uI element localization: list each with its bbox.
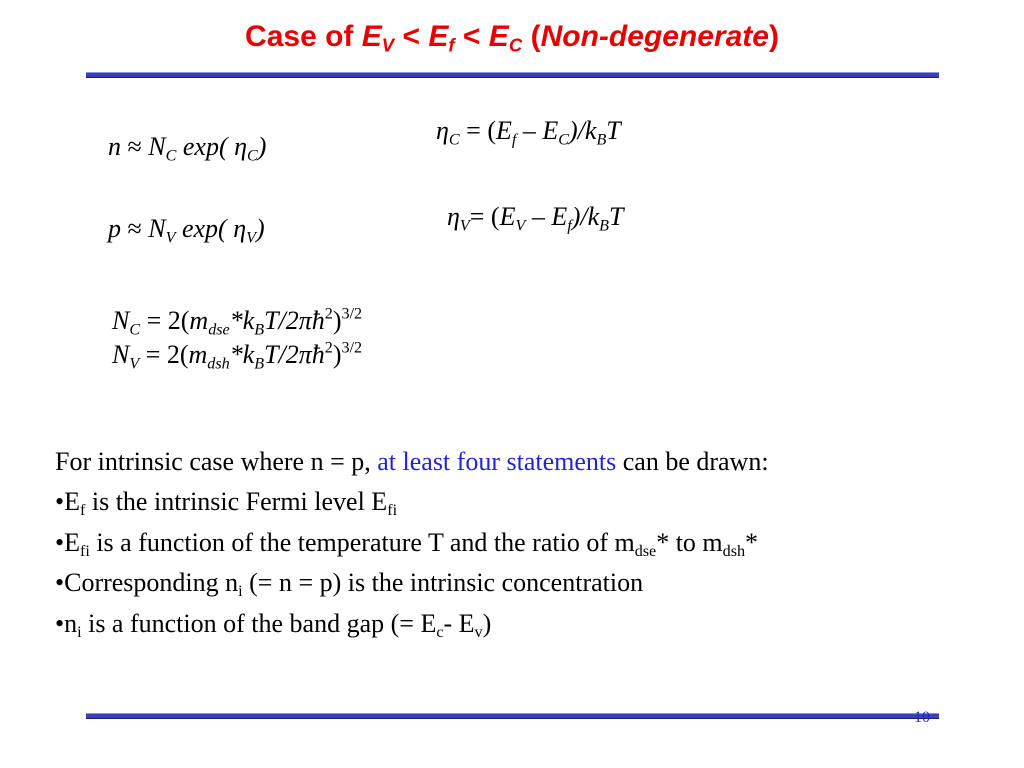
- bullet-item: •Corresponding $n_i$ (= n = p) is the intrinsic concentration: [55, 568, 644, 600]
- page-number: 10: [914, 709, 930, 726]
- highlight-text: at least four statements: [377, 447, 617, 476]
- equation-nc: $N_C$ = $2(m_{dse}*k_BT/2\pi ħ^2)^{3/2}$: [112, 305, 363, 339]
- equation-p: $p \approx N_V$ exp( $\eta_V$): [108, 214, 265, 247]
- equation-eta-v: $\eta_V= (E_V - E_f)/k_BT$: [447, 202, 624, 235]
- equation-n: $n \approx N_C$ exp( $\eta_C$): [108, 132, 267, 165]
- intro-sentence: For intrinsic case where n = p, at least four statements can be drawn:: [55, 447, 769, 476]
- bullet-item: $•n_i$ is a function of the band gap (= $E_c-$ $E_v$): [55, 609, 492, 641]
- bullet-item: $•E_f$ is the intrinsic Fermi level $E_{fi}$: [55, 487, 398, 519]
- bottom-divider: [86, 713, 939, 719]
- equation-nv: $N_V$ = $2(m_{dsh}*k_BT/2\pi ħ^2)^{3/2}$: [112, 339, 363, 373]
- bullet-item: $•E_{fi}$ is a function of the temperature T and the ratio of $m_{dse}*$ to $m_{dsh}*$: [55, 528, 759, 560]
- top-divider: [86, 72, 939, 78]
- slide-title: Case of $E_V < E_f < E_C$ (Non-degenerate): [245, 20, 779, 56]
- equation-eta-c: $\eta_C = (E_f - E_C)/k_BT$: [436, 116, 621, 149]
